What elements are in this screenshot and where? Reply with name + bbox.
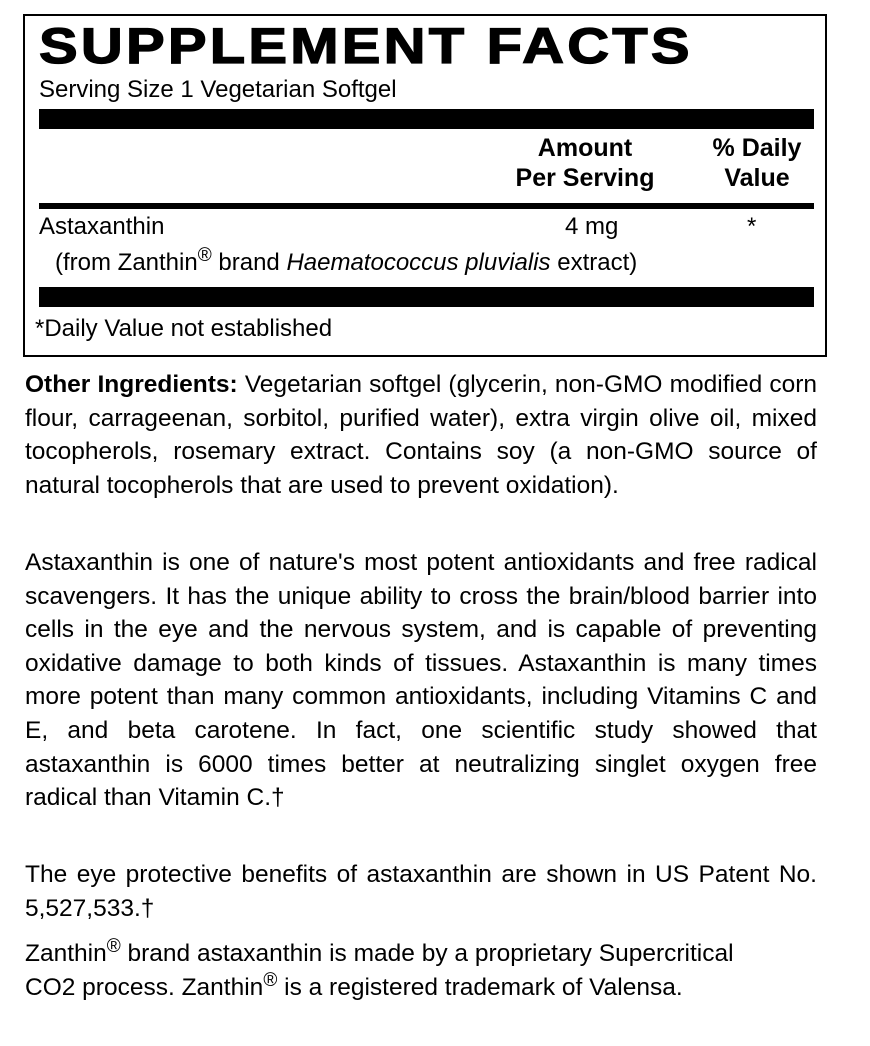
daily-value-footnote: *Daily Value not established [35,315,333,342]
nutrient-amount: 4 mg [565,213,619,240]
zanthin-text-1: Zanthin [25,940,107,967]
column-header-amount [497,133,673,193]
nutrient-daily-value: * [747,213,757,240]
nutrient-name: Astaxanthin [39,213,165,240]
zanthin-trademark-paragraph [25,937,745,1004]
registered-mark: ® [197,245,212,266]
other-ingredients-label: Other Ingredients: [25,371,238,398]
panel-title: SUPPLEMENT FACTS [39,18,693,75]
astaxanthin-description: Astaxanthin is one of nature's most potent antioxidants and free radical scavengers. It has the unique ability to cross the brain/blood barrier into cells in the eye and the nervous system, and is capable of preventing oxidative damage to both kinds of tissues. Astaxanthin is many times more potent than many common antioxidants, including Vitamins C and E, and beta carotene. In fact, one scientific study showed that astaxanthin is 6000 times better at neutralizing singlet oxygen free radical than Vitamin C.† [25,549,817,812]
other-ingredients [25,368,817,502]
species-name: Haematococcus pluvialis [286,249,551,276]
dv-header-line2: Value [724,164,790,192]
source-middle: brand [211,249,287,276]
zanthin-text-2: brand astaxanthin is made by a proprietary Supercritical CO2 process. Zanthin [25,940,734,1001]
dv-header-line1: % Daily [712,134,802,162]
thick-divider [39,109,814,129]
registered-mark: ® [263,969,278,991]
thick-divider-bottom [39,287,814,307]
nutrient-source [55,245,638,278]
supplement-facts-panel [23,14,827,357]
amount-header-line1: Amount [537,134,633,162]
serving-size: Serving Size 1 Vegetarian Softgel [39,76,397,103]
thin-divider [39,203,814,209]
source-prefix: (from Zanthin [55,249,198,276]
eye-benefits-paragraph: The eye protective benefits of astaxanthin are shown in US Patent No. 5,527,533.† [25,861,817,922]
zanthin-text-3: is a registered trademark of Valensa. [277,973,683,1001]
source-suffix: extract) [550,249,638,276]
column-header-daily-value [701,133,813,193]
amount-header-line2: Per Serving [515,164,655,192]
registered-mark: ® [106,936,121,957]
other-ingredients-text: Vegetarian softgel (glycerin, non-GMO modified corn flour, carrageenan, sorbitol, purified water), extra virgin olive oil, mixed tocopherols, rosemary extract. Contains soy (a non-GMO source of natural tocopherols that are used to prevent oxidation). [25,371,818,499]
